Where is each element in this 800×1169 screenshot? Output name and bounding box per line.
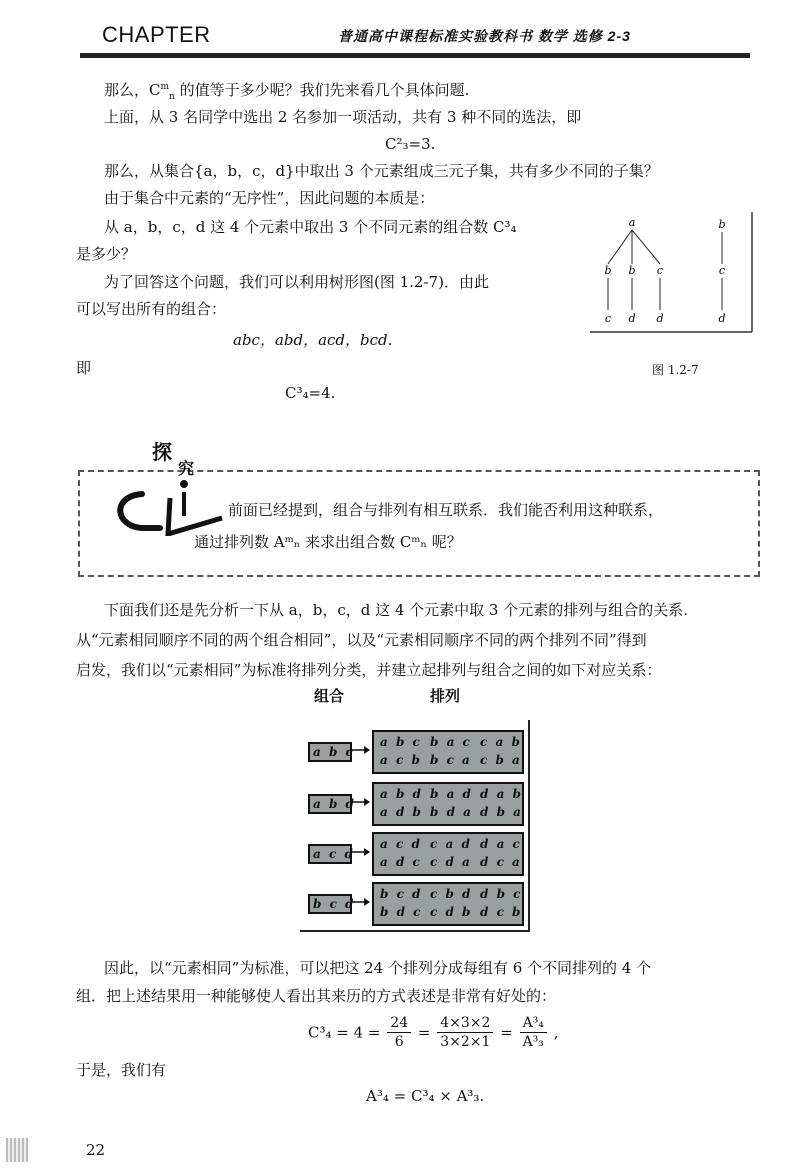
para2-line-1: 下面我们还是先分析一下从 a，b，c，d 这 4 个元素中取 3 个元素的排列与组合的关系. (104, 601, 689, 619)
para3-line-2: 组．把上述结果用一种能够使人看出其来历的方式表述是非常有好处的： (76, 987, 557, 1005)
header-rule (80, 53, 750, 58)
text-line-4: 由于集合中元素的“无序性”，因此问题的本质是： (104, 189, 435, 207)
tree-node: b (628, 264, 636, 277)
equation-2: C³₄=4. (285, 384, 336, 402)
tree-node: b (718, 218, 726, 231)
perm-box: a c d c a d d a c a d c c d a d c a (372, 832, 524, 876)
figure-caption: 图 1.2-7 (652, 363, 699, 377)
para3-line-1: 因此，以“元素相同”为标准，可以把这 24 个排列分成每组有 6 个不同排列的 4 个 (104, 959, 652, 977)
tree-node: c (718, 264, 726, 277)
combinations-list: abc，abd，acd，bcd. (233, 331, 393, 349)
page-number: 22 (86, 1141, 106, 1159)
book-title: 普通高中课程标准实验教科书 数学 选修 2-3 (338, 28, 631, 44)
text-line-3: 那么，从集合{a，b，c，d}中取出 3 个元素组成三元子集，共有多少不同的子集？ (104, 162, 659, 180)
perm-box: b c d c b d d b c b d c c d b d c b (372, 882, 524, 926)
perm-box: a b c b a c c a b a c b b c a c b a (372, 730, 524, 774)
arrow-icon (350, 740, 372, 760)
text-line-6: 是多少？ (76, 245, 137, 263)
text-line-9: 即 (76, 359, 92, 377)
arrow-icon (350, 892, 372, 912)
para3-line-3: 于是，我们有 (76, 1061, 167, 1079)
combo-box: b c d (308, 894, 352, 914)
column-perm-label: 排列 (430, 687, 461, 705)
text-line-2: 上面，从 3 名同学中选出 2 名参加一项活动，共有 3 种不同的选法，即 (104, 108, 582, 126)
column-combo-label: 组合 (314, 687, 345, 705)
explore-line-1: 前面已经提到，组合与排列有相互联系．我们能否利用这种联系， (228, 501, 664, 519)
para2-line-3: 启发，我们以“元素相同”为标准将排列分类，并建立起排列与组合之间的如下对应关系： (76, 661, 662, 679)
combo-box: a b d (308, 794, 352, 814)
correspondence-diagram (300, 720, 532, 932)
chapter-label: CHAPTER (102, 22, 211, 47)
combo-box: a b c (308, 742, 352, 762)
text-line-7: 为了回答这个问题，我们可以利用树形图(图 1.2-7)．由此 (104, 273, 489, 291)
tree-node: d (628, 312, 636, 325)
text-line-8: 可以写出所有的组合： (76, 300, 227, 318)
tree-node: c (656, 264, 664, 277)
arrow-icon (350, 792, 372, 812)
explore-title-2: 究 (178, 459, 195, 478)
explore-line-2: 通过排列数 Aᵐₙ 来求出组合数 Cᵐₙ 呢？ (194, 533, 462, 551)
tree-node: d (656, 312, 664, 325)
para2-line-2: 从“元素相同顺序不同的两个组合相同”，以及“元素相同顺序不同的两个排列不同”得到 (76, 631, 647, 649)
perm-box: a b d b a d d a b a d b b d a d b a (372, 782, 524, 826)
explore-title-1: 探 (152, 440, 172, 464)
text-line-1: 那么，$C^m_n$ 的值等于多少呢？我们先来看几个具体问题. (104, 81, 470, 102)
equation-1: C²₃=3. (385, 135, 436, 153)
arrow-icon (350, 842, 372, 862)
page-edge-mark (6, 1138, 28, 1162)
equation-3: A³₄ = C³₄ × A³₃. (366, 1087, 485, 1105)
formula-combination: C³₄ = 4 = $\frac{24}{6}$ = $\frac{4\times 3\times 2}{3\times 2\times 1}$ = $\frac{\text{A³₄}}{\text{A³₃}}$ , (308, 1015, 559, 1050)
tree-node: b (604, 264, 612, 277)
combo-box: a c d (308, 844, 352, 864)
tree-node: d (718, 312, 726, 325)
text-line-5: 从 a，b，c，d 这 4 个元素中取出 3 个不同元素的组合数 C³₄ (104, 218, 517, 236)
tree-node: a (628, 216, 636, 229)
tree-node: c (604, 312, 612, 325)
tree-diagram (588, 212, 758, 342)
